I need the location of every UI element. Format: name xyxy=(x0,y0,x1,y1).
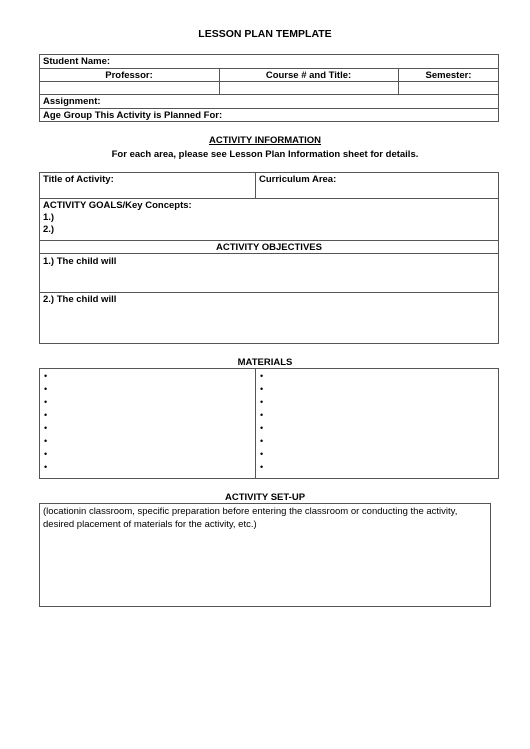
materials-left-bullets xyxy=(44,370,47,474)
page-title: LESSON PLAN TEMPLATE xyxy=(198,28,332,40)
bullet-icon: • xyxy=(44,449,48,459)
bullet-icon: • xyxy=(44,462,48,472)
divider xyxy=(39,253,499,254)
divider xyxy=(39,292,499,293)
divider xyxy=(255,368,256,479)
bullet-icon: • xyxy=(260,397,264,407)
course-label: Course # and Title: xyxy=(265,70,352,81)
bullet-icon: • xyxy=(44,371,48,381)
objective-1-label: 1.) The child will xyxy=(43,256,117,267)
bullet-icon: • xyxy=(260,436,264,446)
semester-label: Semester: xyxy=(425,70,472,81)
materials-right-bullets xyxy=(260,370,263,474)
divider xyxy=(39,240,499,241)
setup-note-line-2: desired placement of materials for the activity, etc.) xyxy=(43,519,257,530)
divider xyxy=(39,198,499,199)
bullet-icon: • xyxy=(44,423,48,433)
bullet-icon: • xyxy=(44,436,48,446)
activity-information-subheading: For each area, please see Lesson Plan Information sheet for details. xyxy=(111,149,419,160)
activity-setup-heading: ACTIVITY SET-UP xyxy=(224,492,306,503)
title-of-activity-label: Title of Activity: xyxy=(43,174,114,185)
activity-goals-label: ACTIVITY GOALS/Key Concepts: xyxy=(43,200,192,211)
activity-information-heading: ACTIVITY INFORMATION xyxy=(208,135,322,146)
bullet-icon: • xyxy=(260,384,264,394)
bullet-icon: • xyxy=(44,384,48,394)
divider xyxy=(255,172,256,198)
curriculum-area-label: Curriculum Area: xyxy=(259,174,337,185)
bullet-icon: • xyxy=(44,397,48,407)
divider xyxy=(39,94,499,95)
professor-label: Professor: xyxy=(105,70,153,81)
student-name-label: Student Name: xyxy=(43,56,111,67)
bullet-icon: • xyxy=(260,410,264,420)
bullet-icon: • xyxy=(44,410,48,420)
assignment-label: Assignment: xyxy=(43,96,101,107)
age-group-label: Age Group This Activity is Planned For: xyxy=(43,110,223,121)
bullet-icon: • xyxy=(260,371,264,381)
setup-note-line-1: (locationin classroom, specific preparation before entering the classroom or conducting the activity, xyxy=(43,506,458,517)
bullet-icon: • xyxy=(260,423,264,433)
goal-2-label: 2.) xyxy=(43,224,55,235)
activity-objectives-heading: ACTIVITY OBJECTIVES xyxy=(216,242,322,253)
objective-2-label: 2.) The child will xyxy=(43,294,117,305)
materials-table-border xyxy=(39,368,499,479)
divider xyxy=(39,81,499,82)
divider xyxy=(39,68,499,69)
bullet-icon: • xyxy=(260,449,264,459)
goal-1-label: 1.) xyxy=(43,212,55,223)
bullet-icon: • xyxy=(260,462,264,472)
materials-heading: MATERIALS xyxy=(237,357,293,368)
divider xyxy=(39,108,499,109)
